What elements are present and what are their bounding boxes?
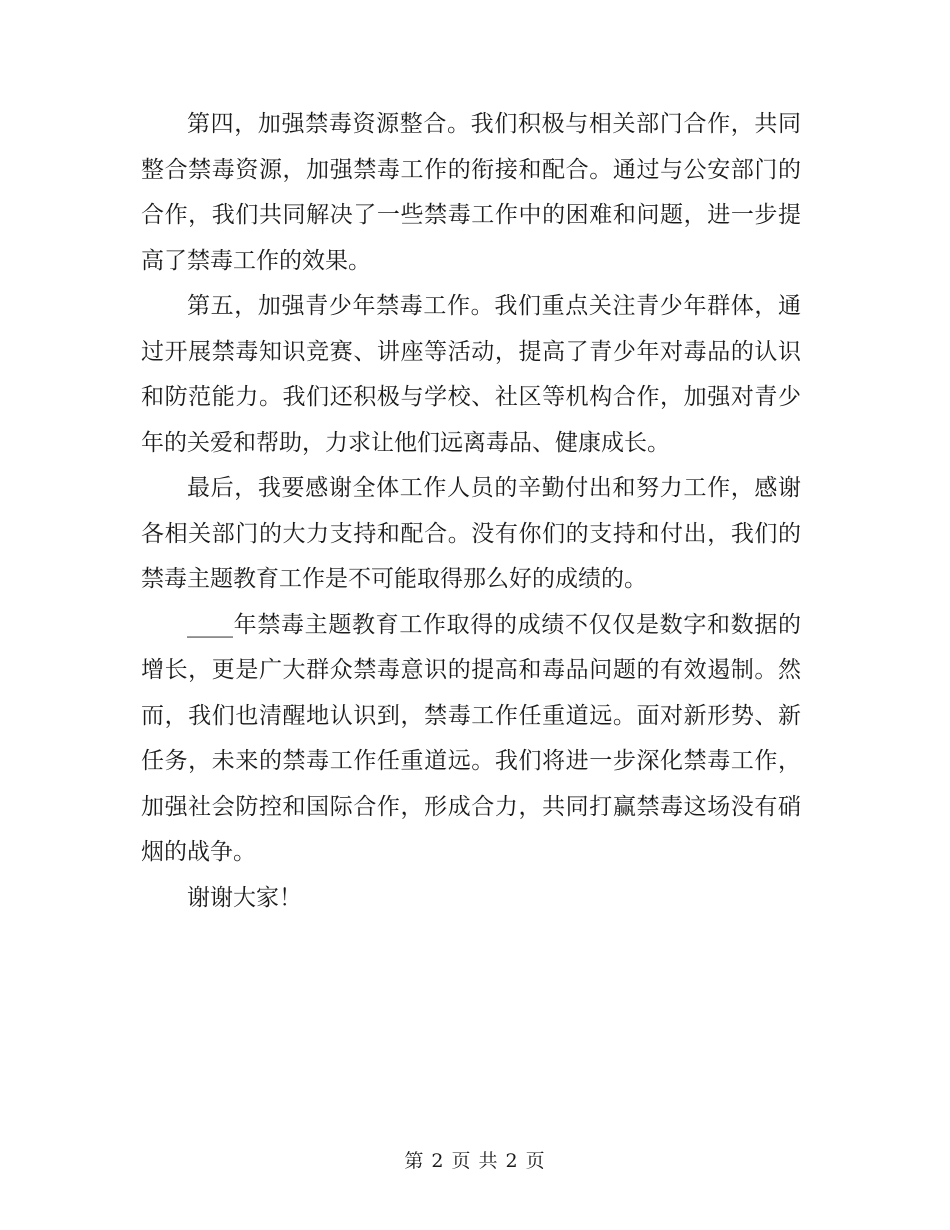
document-body	[141, 102, 801, 921]
paragraph-summary: ____年禁毒主题教育工作取得的成绩不仅仅是数字和数据的增长，更是广大群众禁毒意识的提高和毒品问题的有效遏制。然而，我们也清醒地认识到，禁毒工作任重道远。面对新形势、新任务，未来的禁毒工作任重道远。我们将进一步深化禁毒工作，加强社会防控和国际合作，形成合力，共同打赢禁毒这场没有硝烟的战争。	[141, 611, 801, 865]
paragraph-closing: 谢谢大家！	[187, 884, 302, 911]
page-number-footer: 第 2 页 共 2 页	[404, 1150, 546, 1172]
paragraph-5: 第五，加强青少年禁毒工作。我们重点关注青少年群体，通过开展禁毒知识竞赛、讲座等活动，提高了青少年对毒品的认识和防范能力。我们还积极与学校、社区等机构合作，加强对青少年的关爱和帮助，力求让他们远离毒品、健康成长。	[141, 293, 801, 456]
paragraph-4: 第四，加强禁毒资源整合。我们积极与相关部门合作，共同整合禁毒资源，加强禁毒工作的衔接和配合。通过与公安部门的合作，我们共同解决了一些禁毒工作中的困难和问题，进一步提高了禁毒工作的效果。	[141, 111, 801, 274]
paragraph-thanks: 最后，我要感谢全体工作人员的辛勤付出和努力工作，感谢各相关部门的大力支持和配合。没有你们的支持和付出，我们的禁毒主题教育工作是不可能取得那么好的成绩的。	[141, 475, 801, 592]
